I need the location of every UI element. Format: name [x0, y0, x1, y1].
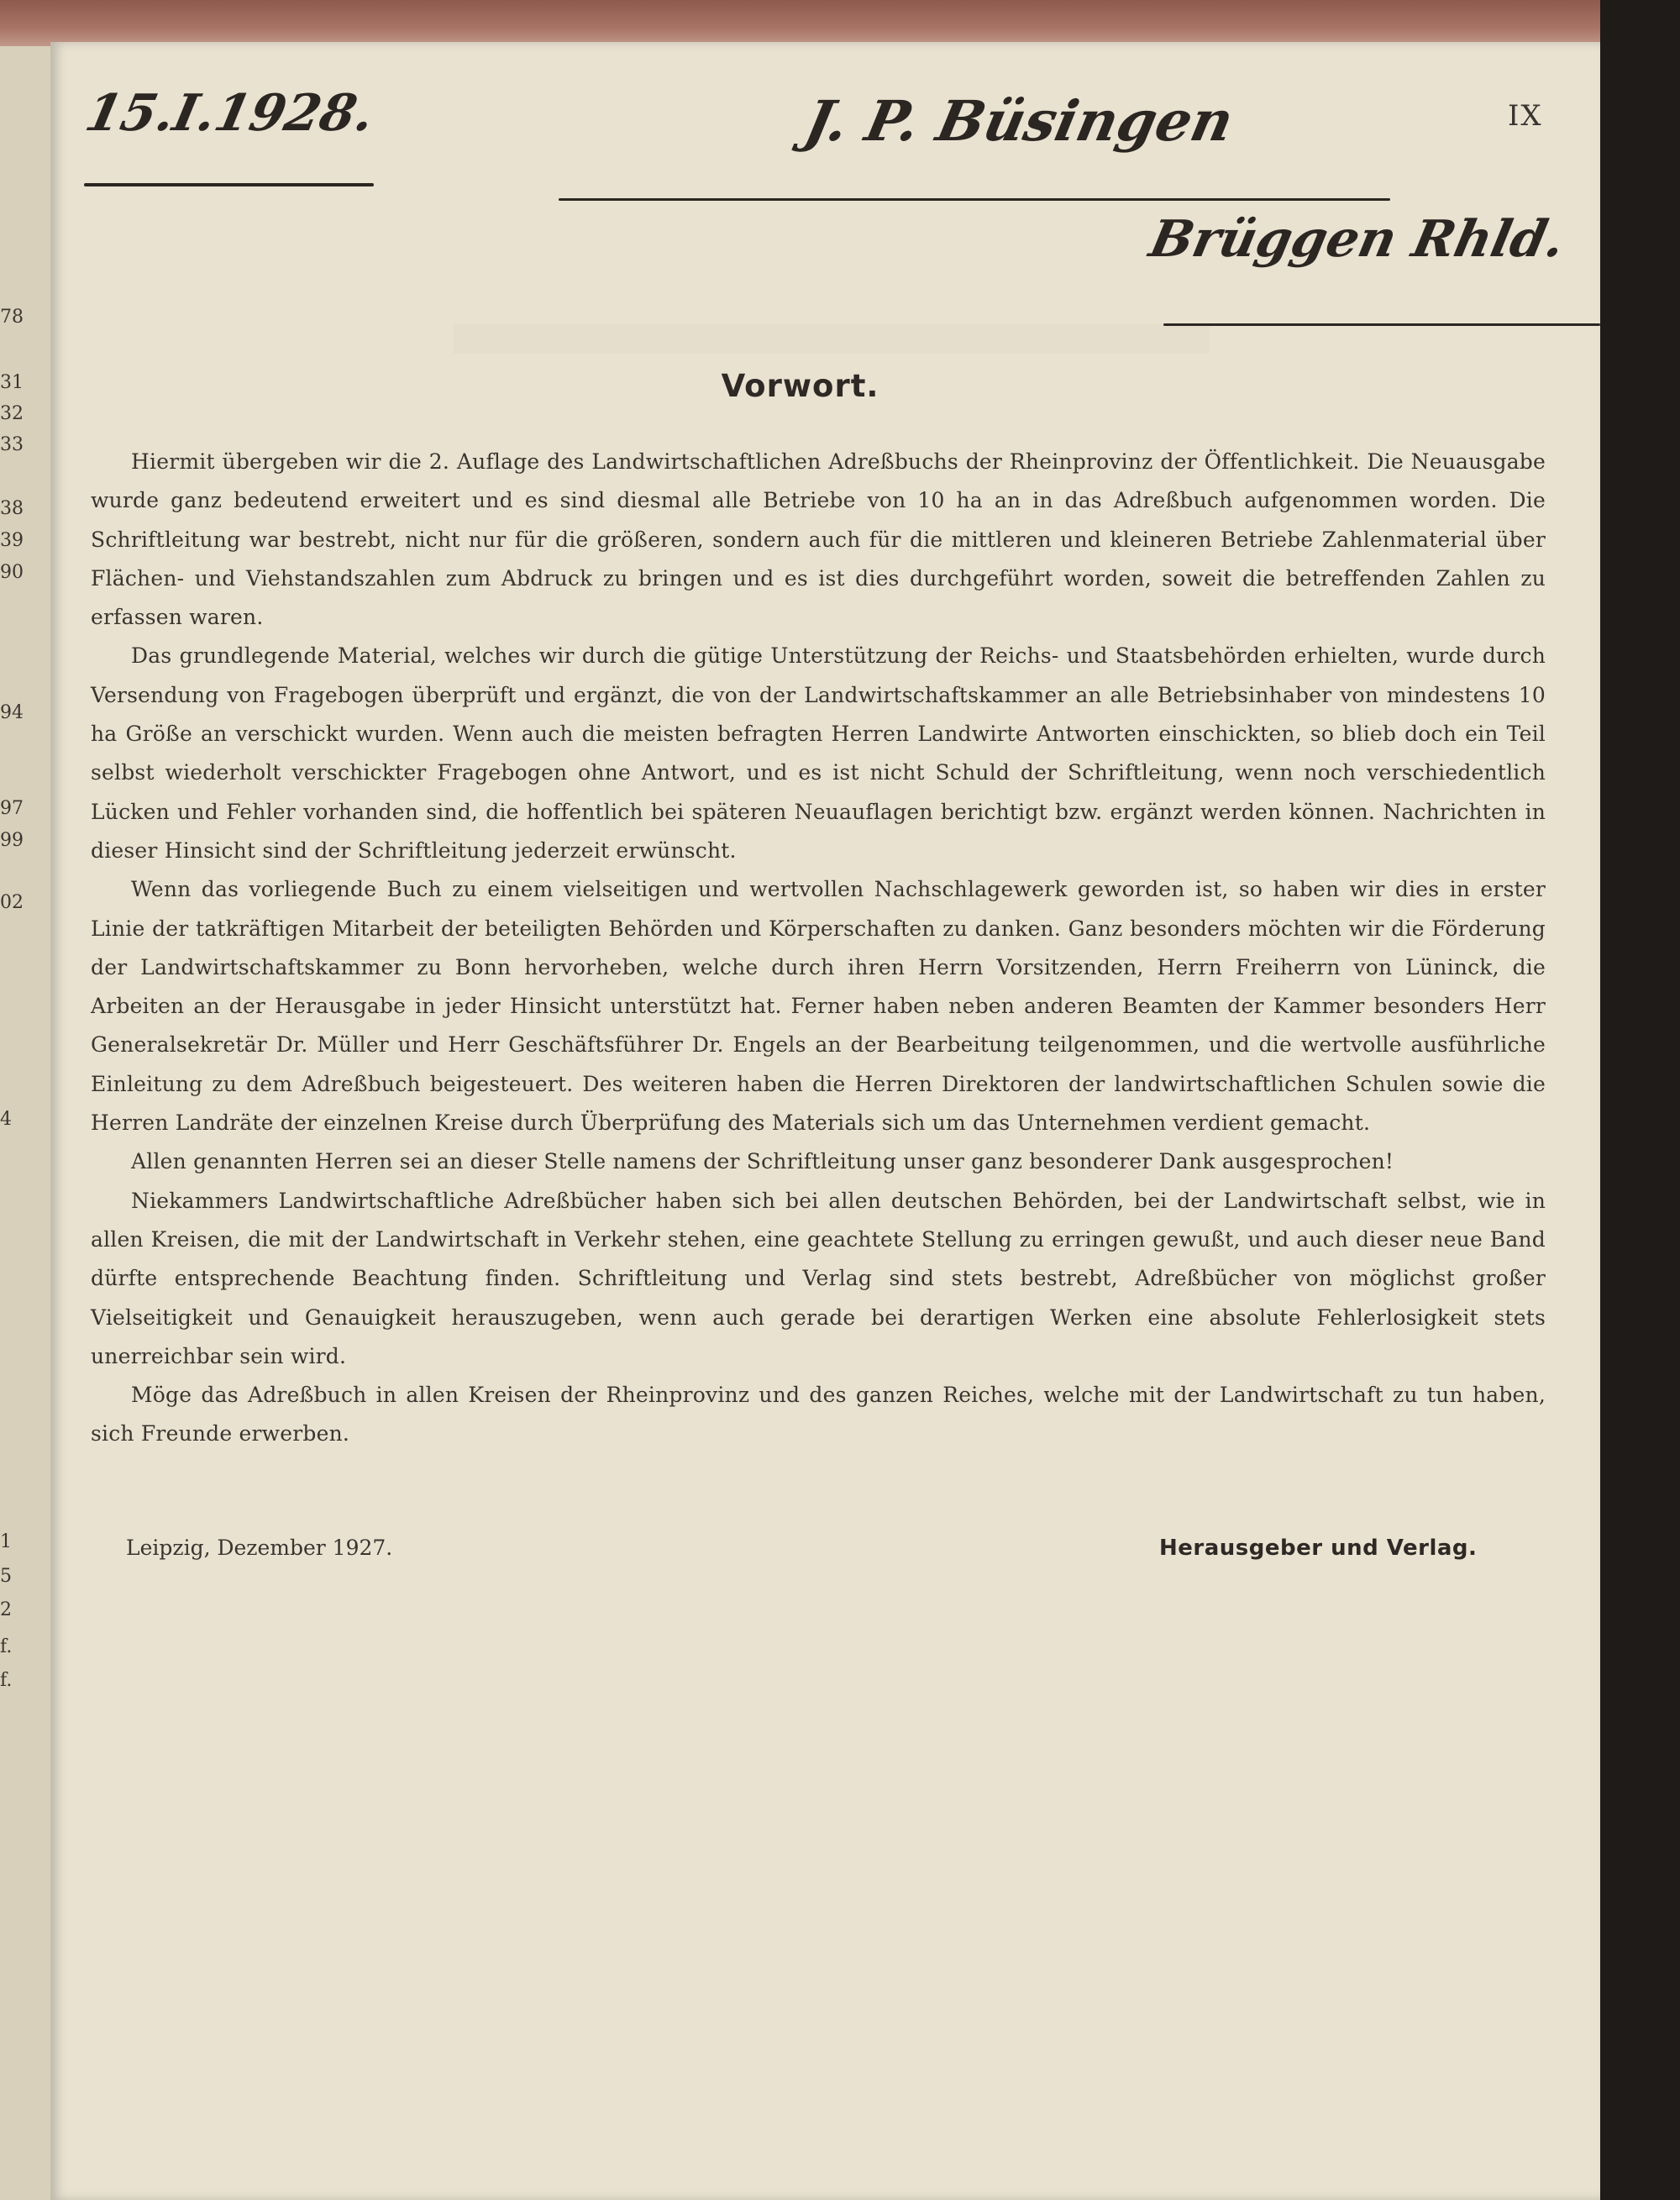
paragraph: Niekammers Landwirtschaftliche Adreßbücher haben sich bei allen deutschen Behörden, bei der Landwirtschaft selbst, wie in allen Kreisen, die mit der Landwirtschaft in Verkehr stehen, eine geachtete Stellung zu erringen gewußt, und auch dieser neue Band dürfte entsprechende Beachtung finden. Schriftleitung und Verlag sind stets bestrebt, Adreßbücher von möglichst großer Vielseitigkeit und Genauigkeit herauszugeben, wenn auch gerade bei derartigen Werken eine absolute Fehlerlosigkeit stets unerreichbar sein wird.	[91, 1188, 1546, 1368]
handwritten-underline	[84, 183, 374, 186]
scan-border	[1600, 0, 1680, 2200]
paragraph: Möge das Adreßbuch in allen Kreisen der Rheinprovinz und des ganzen Reiches, welche mit der Landwirtschaft zu tun haben, sich Freunde erwerben.	[91, 1383, 1546, 1447]
page-title: Vorwort.	[721, 368, 879, 404]
margin-number: 99	[0, 830, 24, 851]
handwritten-underline	[1163, 323, 1600, 326]
handwritten-name: J. P. Büsingen	[799, 88, 1240, 154]
margin-number: f.	[0, 1636, 13, 1657]
margin-number: 4	[0, 1109, 12, 1130]
margin-number: f.	[0, 1670, 13, 1691]
margin-number: 2	[0, 1599, 12, 1620]
handwritten-place: Brüggen Rhld.	[1144, 210, 1571, 269]
margin-number: 38	[0, 498, 24, 519]
margin-number: 90	[0, 562, 24, 583]
page-number: IX	[1508, 99, 1543, 133]
margin-number: 1	[0, 1531, 12, 1552]
body-text	[91, 443, 1546, 1454]
handwritten-date: 15.I.1928.	[80, 84, 380, 143]
margin-number: 33	[0, 434, 24, 455]
paragraph: Wenn das vorliegende Buch zu einem vielseitigen und wertvollen Nachschlagewerk geworden ist, so haben wir dies in erster Linie der tatkräftigen Mitarbeit der beteiligten Behörden und Körperschaften zu danken. Ganz besonders möchten wir die Förderung der Landwirtschaftskammer zu Bonn hervorheben, welche durch ihren Herrn Vorsitzenden, Herrn Freiherrn von Lüninck, die Arbeiten an der Herausgabe in jeder Hinsicht unterstützt hat. Ferner haben neben anderen Beamten der Kammer besonders Herr Generalsekretär Dr. Müller und Herr Geschäftsführer Dr. Engels an der Bearbeitung teilgenommen, und die wertvolle ausführliche Einleitung zu dem Adreßbuch beigesteuert. Des weiteren haben die Herren Direktoren der landwirtschaftlichen Schulen sowie die Herren Landräte der einzelnen Kreise durch Überprüfung des Materials sich um das Unternehmen verdient gemacht.	[91, 877, 1546, 1136]
handwritten-underline	[559, 198, 1390, 201]
footer-publisher: Herausgeber und Verlag.	[1159, 1536, 1478, 1561]
bleed-through-heading	[454, 315, 1210, 375]
margin-number: 5	[0, 1566, 12, 1587]
footer-place-date: Leipzig, Dezember 1927.	[126, 1536, 393, 1560]
margin-number: 97	[0, 798, 24, 819]
margin-number: 32	[0, 403, 24, 424]
margin-number: 94	[0, 702, 24, 723]
margin-number: 31	[0, 372, 24, 393]
paragraph: Das grundlegende Material, welches wir durch die gütige Unterstützung der Reichs- und Staatsbehörden erhielten, wurde durch Versendung von Fragebogen überprüft und ergänzt, die von der Landwirtschaftskammer an alle Betriebsinhaber von mindestens 10 ha Größe an verschickt wurden. Wenn auch die meisten befragten Herren Landwirte Antworten einschickten, so blieb doch ein Teil selbst wiederholt verschickter Fragebogen ohne Antwort, und es ist nicht Schuld der Schriftleitung, wenn noch verschiedentlich Lücken und Fehler vorhanden sind, die hoffentlich bei späteren Neuauflagen berichtigt bzw. ergänzt werden können. Nachrichten in dieser Hinsicht sind der Schriftleitung jederzeit erwünscht.	[91, 643, 1546, 863]
bleed-through-shape	[454, 315, 1210, 365]
paragraph: Hiermit übergeben wir die 2. Auflage des Landwirtschaftlichen Adreßbuchs der Rheinprovinz der Öffentlichkeit. Die Neuausgabe wurde ganz bedeutend erweitert und es sind diesmal alle Betriebe von 10 ha an in das Adreßbuch aufgenommen worden. Die Schriftleitung war bestrebt, nicht nur für die größeren, sondern auch für die mittleren und kleineren Betriebe Zahlenmaterial über Flächen- und Viehstandszahlen zum Abdruck zu bringen und es ist dies durchgeführt worden, soweit die betreffenden Zahlen zu erfassen waren.	[91, 449, 1546, 630]
margin-number: 39	[0, 530, 24, 551]
margin-number: 02	[0, 892, 24, 913]
paragraph: Allen genannten Herren sei an dieser Stelle namens der Schriftleitung unser ganz besonderer Dank ausgesprochen!	[131, 1149, 1394, 1174]
margin-number: 78	[0, 307, 24, 328]
